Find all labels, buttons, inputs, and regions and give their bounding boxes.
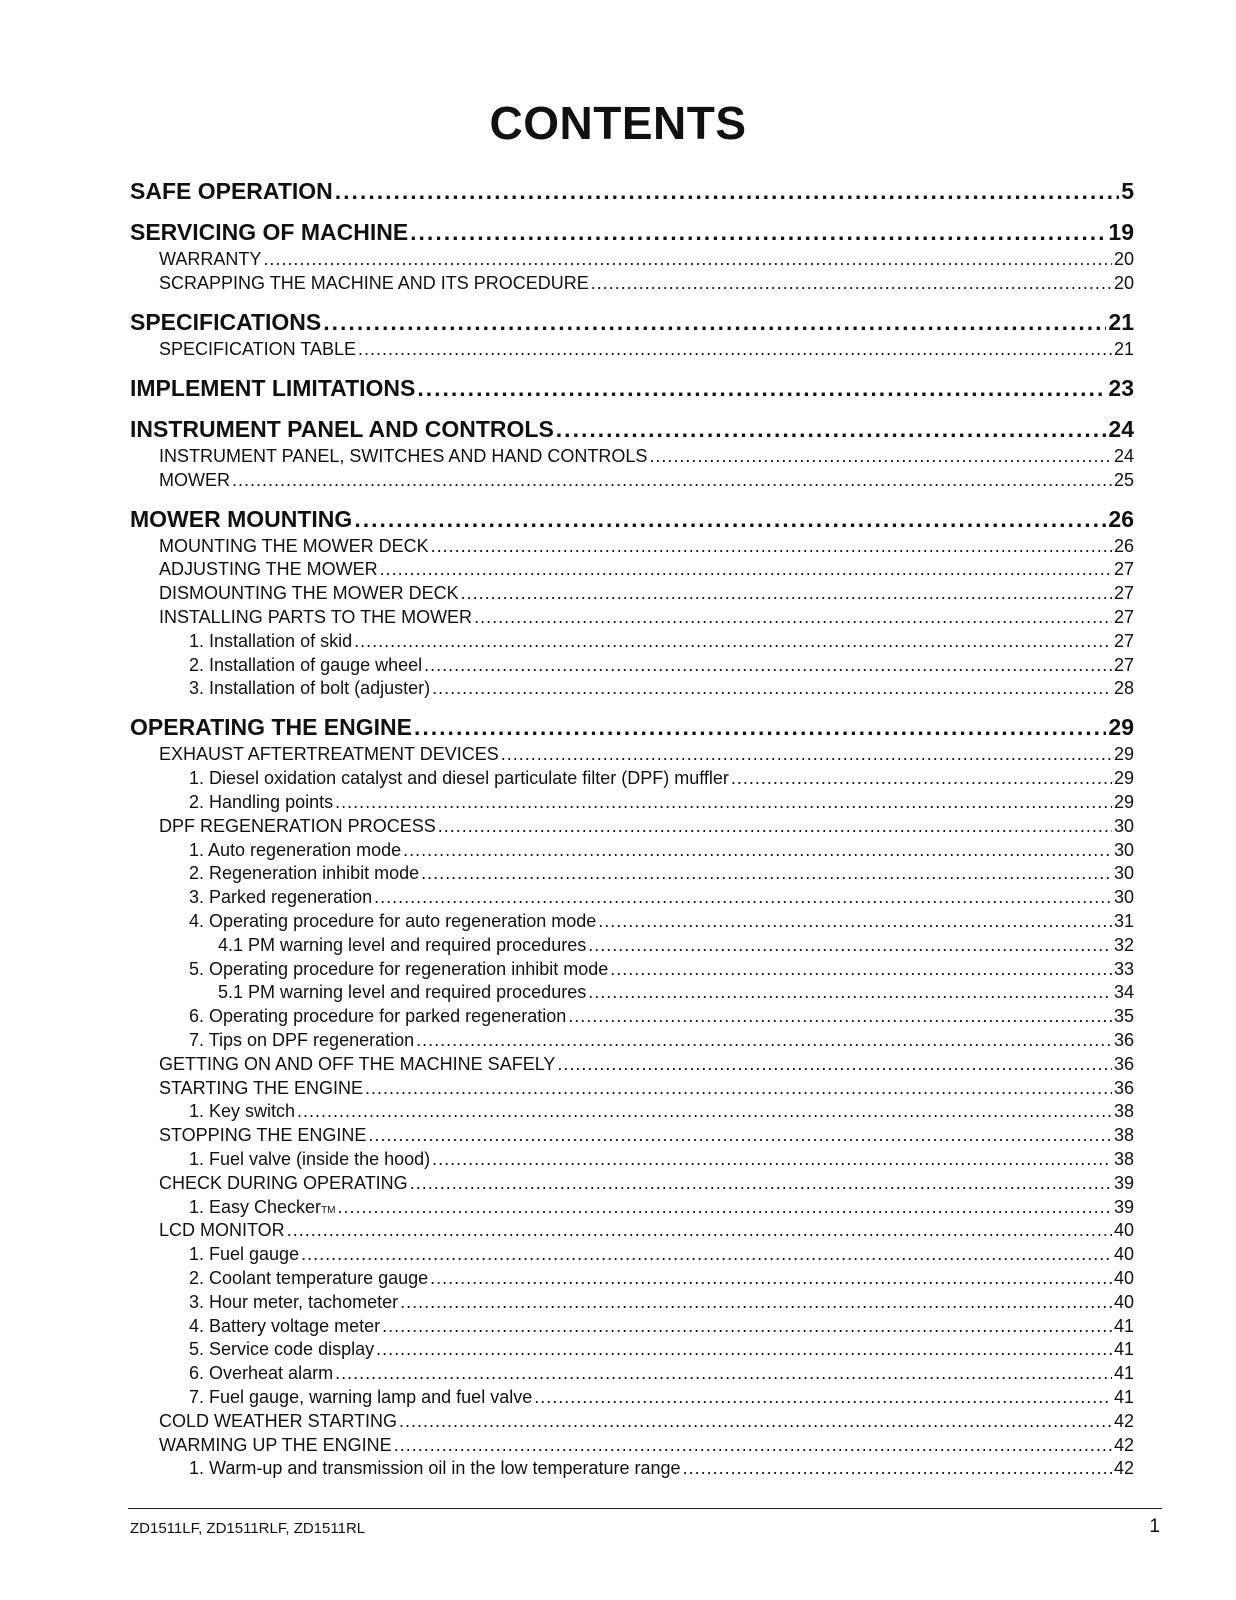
toc-entry-label: SPECIFICATIONS: [130, 308, 322, 335]
dot-leader: [287, 1220, 1112, 1241]
toc-entry-label: COLD WEATHER STARTING: [159, 1410, 398, 1431]
dot-leader: [323, 309, 1106, 336]
toc-subsection-entry[interactable]: [189, 1268, 1134, 1289]
dot-leader: [683, 1458, 1112, 1479]
dot-leader: [354, 506, 1106, 533]
toc-entry-page-number: 21: [1108, 308, 1134, 335]
toc-entry-label: 5. Service code display: [189, 1339, 375, 1360]
toc-entry-label: 1. Key switch: [189, 1101, 296, 1122]
dot-leader: [414, 714, 1106, 741]
toc-subsection-entry[interactable]: [189, 1387, 1134, 1408]
dot-leader: [424, 655, 1112, 676]
toc-subsection-entry[interactable]: 1. Easy Checker TM ..... 39: [189, 1197, 1134, 1218]
toc-entry-page-number: 33: [1113, 958, 1134, 979]
toc-entry-page-number: 38: [1113, 1101, 1134, 1122]
dot-leader: [368, 1125, 1112, 1146]
dot-leader: [598, 911, 1112, 932]
toc-subsection-entry[interactable]: [159, 1411, 1134, 1432]
toc-entry-page-number: 34: [1113, 982, 1134, 1003]
toc-entry-page-number: 40: [1113, 1291, 1134, 1312]
toc-entry-page-number: 20: [1113, 272, 1134, 293]
toc-subsection-entry[interactable]: [189, 1316, 1134, 1337]
toc-entry-page-number: 42: [1113, 1410, 1134, 1431]
toc-subsection-entry[interactable]: [159, 1173, 1134, 1194]
toc-entry-label: 4. Battery voltage meter: [189, 1315, 381, 1336]
toc-entry-label: 1. Installation of skid: [189, 630, 353, 651]
toc-entry-page-number: 38: [1113, 1149, 1134, 1169]
toc-subsection-entry[interactable]: [189, 1339, 1134, 1360]
dot-leader: [557, 1054, 1112, 1075]
toc-entry-page-number: 24: [1108, 415, 1134, 442]
toc-entry-page-number: 30: [1113, 815, 1134, 836]
toc-entry-label: DISMOUNTING THE MOWER DECK: [159, 583, 459, 604]
toc-entry-page-number: 29: [1113, 744, 1134, 765]
toc-entry-page-number: 39: [1113, 1172, 1134, 1193]
dot-leader: [365, 1078, 1112, 1099]
toc-entry-label: 2. Regeneration inhibit mode: [189, 863, 420, 884]
toc-section-entry[interactable]: [130, 416, 1134, 443]
toc-entry-label: 4. Operating procedure for auto regeneration mode: [189, 911, 597, 931]
toc-entry-page-number: 21: [1113, 338, 1134, 359]
toc-entry-label: 2. Installation of gauge wheel: [189, 654, 423, 675]
footer-model-numbers: ZD1511LF, ZD1511RLF, ZD1511RL: [130, 1520, 366, 1537]
toc-subsection-entry[interactable]: [159, 744, 1134, 765]
page-title: CONTENTS: [489, 97, 747, 149]
toc-entry-page-number: 36: [1113, 1030, 1134, 1050]
toc-entry-label: 7. Tips on DPF regeneration: [189, 1030, 415, 1050]
toc-entry-label: 1. Easy Checker: [189, 1196, 322, 1217]
dot-leader: [382, 1316, 1112, 1337]
toc-entry-label: 5. Operating procedure for regeneration inhibit mode: [189, 958, 609, 979]
toc-entry-page-number: 26: [1113, 535, 1134, 556]
toc-entry-label: MOWER: [159, 469, 230, 490]
toc-subsection-entry[interactable]: [189, 887, 1134, 908]
toc-entry-label: STOPPING THE ENGINE: [159, 1125, 367, 1146]
toc-subsection-entry[interactable]: [159, 249, 1134, 270]
toc-entry-page-number: 30: [1113, 863, 1134, 884]
dot-leader: [338, 1197, 1112, 1218]
toc-entry-page-number: 41: [1113, 1339, 1134, 1360]
dot-leader: [588, 935, 1112, 956]
toc-entry-page-number: 36: [1113, 1077, 1134, 1098]
toc-subsection-entry[interactable]: [159, 1435, 1134, 1456]
dot-leader: [431, 536, 1112, 557]
toc-entry-page-number: 29: [1113, 768, 1134, 789]
toc-subsection-entry[interactable]: [159, 583, 1134, 604]
dot-leader: [263, 249, 1112, 270]
toc-entry-page-number: 24: [1113, 445, 1134, 466]
toc-subsection-entry[interactable]: [218, 982, 1134, 1003]
dot-leader: [380, 559, 1112, 580]
dot-leader: [501, 744, 1112, 765]
dot-leader: [610, 959, 1112, 980]
toc-subsection-entry[interactable]: [189, 1292, 1134, 1313]
toc-entry-page-number: 35: [1113, 1006, 1134, 1027]
dot-leader: [474, 607, 1112, 628]
toc-subsection-entry[interactable]: [189, 1363, 1134, 1384]
toc-entry-page-number: 29: [1108, 714, 1134, 741]
toc-entry-label: 1. Diesel oxidation catalyst and diesel particulate filter (DPF) muffler: [189, 768, 729, 789]
toc-entry-label: OPERATING THE ENGINE: [130, 714, 412, 741]
dot-leader: [399, 1411, 1112, 1432]
toc-section-entry[interactable]: [130, 219, 1134, 246]
toc-entry-page-number: 30: [1113, 887, 1134, 908]
toc-entry-page-number: 27: [1113, 583, 1134, 604]
toc-entry-label: CHECK DURING OPERATING: [159, 1172, 408, 1193]
toc-entry-label: WARRANTY: [159, 249, 262, 269]
toc-subsection-entry[interactable]: [189, 631, 1134, 652]
toc-entry-label: 4.1 PM warning level and required procedures: [218, 934, 587, 955]
toc-entry-label: INSTRUMENT PANEL, SWITCHES AND HAND CONTROLS: [159, 445, 648, 466]
dot-leader: [534, 1387, 1112, 1408]
dot-leader: [335, 178, 1119, 205]
dot-leader: [568, 1006, 1112, 1027]
toc-entry-label: MOWER MOUNTING: [130, 505, 353, 532]
toc-subsection-entry[interactable]: [159, 559, 1134, 580]
dot-leader: [335, 1363, 1112, 1384]
toc-section-entry[interactable]: [130, 178, 1134, 205]
toc-entry-label: MOUNTING THE MOWER DECK: [159, 535, 429, 556]
toc-entry-page-number: 26: [1108, 505, 1134, 532]
toc-entry-label: 1. Fuel valve (inside the hood): [189, 1149, 431, 1169]
toc-entry-page-number: 41: [1113, 1387, 1134, 1407]
toc-subsection-entry[interactable]: [189, 1006, 1134, 1027]
dot-leader: [410, 219, 1106, 246]
toc-section-entry[interactable]: [130, 309, 1134, 336]
toc-subsection-entry[interactable]: [159, 536, 1134, 557]
toc-entry-label: STARTING THE ENGINE: [159, 1077, 364, 1098]
toc-subsection-entry[interactable]: [189, 1101, 1134, 1122]
toc-subsection-entry[interactable]: [189, 1149, 1134, 1170]
toc-subsection-entry[interactable]: [189, 792, 1134, 813]
toc-entry-page-number: 5: [1121, 178, 1134, 204]
toc-subsection-entry[interactable]: [189, 1244, 1134, 1265]
toc-entry-page-number: 41: [1113, 1363, 1134, 1384]
dot-leader: [432, 678, 1112, 699]
dot-leader: [297, 1101, 1112, 1122]
toc-subsection-entry[interactable]: [159, 1078, 1134, 1099]
toc-subsection-entry[interactable]: [189, 1030, 1134, 1051]
dot-leader: [430, 1268, 1112, 1289]
toc-entry-page-number: 25: [1113, 469, 1134, 490]
toc-subsection-entry[interactable]: [189, 911, 1134, 932]
toc-entry-page-number: 19: [1108, 219, 1134, 245]
dot-leader: [417, 375, 1106, 402]
toc-entry-page-number: 39: [1113, 1196, 1134, 1217]
dot-leader: [335, 792, 1112, 813]
dot-leader: [403, 840, 1112, 861]
toc-entry-page-number: 38: [1113, 1125, 1134, 1146]
dot-leader: [232, 470, 1112, 491]
toc-entry-page-number: 31: [1113, 911, 1134, 931]
toc-subsection-entry[interactable]: [189, 678, 1134, 699]
toc-entry-label: DPF REGENERATION PROCESS: [159, 815, 436, 836]
toc-entry-label: SPECIFICATION TABLE: [159, 338, 357, 359]
toc-entry-label: SERVICING OF MACHINE: [130, 219, 409, 245]
toc-subsection-entry[interactable]: [218, 935, 1134, 956]
toc-subsection-entry[interactable]: [159, 339, 1134, 360]
dot-leader: [410, 1173, 1112, 1194]
toc-subsection-entry[interactable]: [189, 863, 1134, 884]
dot-leader: [301, 1244, 1112, 1265]
toc-entry-label: 1. Auto regeneration mode: [189, 839, 402, 860]
toc-entry-page-number: 27: [1113, 607, 1134, 627]
toc-subsection-entry[interactable]: [189, 959, 1134, 980]
toc-entry-page-number: 27: [1113, 630, 1134, 651]
toc-entry-label: 3. Parked regeneration: [189, 887, 373, 908]
toc-entry-page-number: 27: [1113, 654, 1134, 675]
toc-entry-label: INSTRUMENT PANEL AND CONTROLS: [130, 415, 554, 442]
toc-entry-label: 6. Operating procedure for parked regeneration: [189, 1006, 567, 1027]
dot-leader: [438, 816, 1112, 837]
toc-entry-page-number: 42: [1113, 1434, 1134, 1455]
toc-subsection-entry[interactable]: [159, 470, 1134, 491]
toc-entry-label: SAFE OPERATION: [130, 178, 333, 204]
dot-leader: [394, 1435, 1112, 1456]
toc-entry-label: EXHAUST AFTERTREATMENT DEVICES: [159, 744, 499, 765]
toc-entry-page-number: 40: [1113, 1268, 1134, 1288]
dot-leader: [461, 583, 1112, 604]
dot-leader: [358, 339, 1112, 360]
dot-leader: [421, 863, 1112, 884]
toc-entry-label: 1. Fuel gauge: [189, 1244, 300, 1265]
dot-leader: [416, 1030, 1112, 1051]
dot-leader: [649, 446, 1112, 467]
footer-divider: [128, 1508, 1162, 1509]
footer-page-number: 1: [1149, 1516, 1160, 1537]
toc-subsection-entry[interactable]: [189, 655, 1134, 676]
toc-entry-page-number: 40: [1113, 1244, 1134, 1265]
toc-subsection-entry[interactable]: [159, 273, 1134, 294]
toc-subsection-entry[interactable]: [159, 446, 1134, 467]
toc-entry-page-number: 23: [1108, 374, 1134, 401]
toc-entry-label: GETTING ON AND OFF THE MACHINE SAFELY: [159, 1053, 556, 1074]
toc-subsection-entry[interactable]: [159, 1054, 1134, 1075]
toc-section-entry[interactable]: [130, 714, 1134, 741]
toc-subsection-entry[interactable]: [189, 768, 1134, 789]
toc-subsection-entry[interactable]: [159, 1125, 1134, 1146]
toc-entry-label: 5.1 PM warning level and required procedures: [218, 982, 587, 1003]
dot-leader: [354, 631, 1112, 652]
toc-entry-page-number: 28: [1113, 678, 1134, 699]
dot-leader: [374, 887, 1112, 908]
toc-entry-page-number: 20: [1113, 249, 1134, 269]
toc-entry-label: 7. Fuel gauge, warning lamp and fuel valve: [189, 1387, 533, 1407]
dot-leader: [432, 1149, 1112, 1170]
toc-entry-label: SCRAPPING THE MACHINE AND ITS PROCEDURE: [159, 272, 589, 293]
dot-leader: [588, 982, 1112, 1003]
toc-subsection-entry[interactable]: [189, 840, 1134, 861]
dot-leader: [591, 273, 1112, 294]
toc-section-entry[interactable]: [130, 506, 1134, 533]
toc-entry-label: IMPLEMENT LIMITATIONS: [130, 374, 416, 401]
toc-entry-page-number: 42: [1113, 1458, 1134, 1479]
toc-entry-label: LCD MONITOR: [159, 1220, 285, 1241]
toc-entry-label: 3. Hour meter, tachometer: [189, 1291, 399, 1312]
toc-entry-label: 2. Handling points: [189, 792, 334, 812]
toc-subsection-entry[interactable]: [159, 816, 1134, 837]
toc-entry-page-number: 36: [1113, 1053, 1134, 1074]
toc-entry-page-number: 40: [1113, 1220, 1134, 1241]
toc-entry-label: ADJUSTING THE MOWER: [159, 559, 378, 580]
toc-entry-page-number: 30: [1113, 839, 1134, 860]
dot-leader: [400, 1292, 1112, 1313]
toc-entry-label: WARMING UP THE ENGINE: [159, 1434, 392, 1455]
toc-entry-label: INSTALLING PARTS TO THE MOWER: [159, 607, 473, 627]
toc-entry-label: 1. Warm-up and transmission oil in the low temperature range: [189, 1458, 681, 1479]
dot-leader: [376, 1339, 1112, 1360]
dot-leader: [731, 768, 1112, 789]
toc-entry-label: 6. Overheat alarm: [189, 1363, 334, 1384]
toc-subsection-entry[interactable]: [159, 1220, 1134, 1241]
toc-entry-page-number: 41: [1113, 1315, 1134, 1336]
toc-entry-label: 2. Coolant temperature gauge: [189, 1268, 429, 1288]
toc-entry-page-number: 27: [1113, 559, 1134, 580]
toc-entry-page-number: 29: [1113, 792, 1134, 812]
toc-subsection-entry[interactable]: [159, 607, 1134, 628]
toc-entry-page-number: 32: [1113, 934, 1134, 955]
toc-section-entry[interactable]: [130, 375, 1134, 402]
toc-subsection-entry[interactable]: [189, 1458, 1134, 1479]
toc-entry-label: 3. Installation of bolt (adjuster): [189, 678, 431, 699]
dot-leader: [556, 416, 1107, 443]
